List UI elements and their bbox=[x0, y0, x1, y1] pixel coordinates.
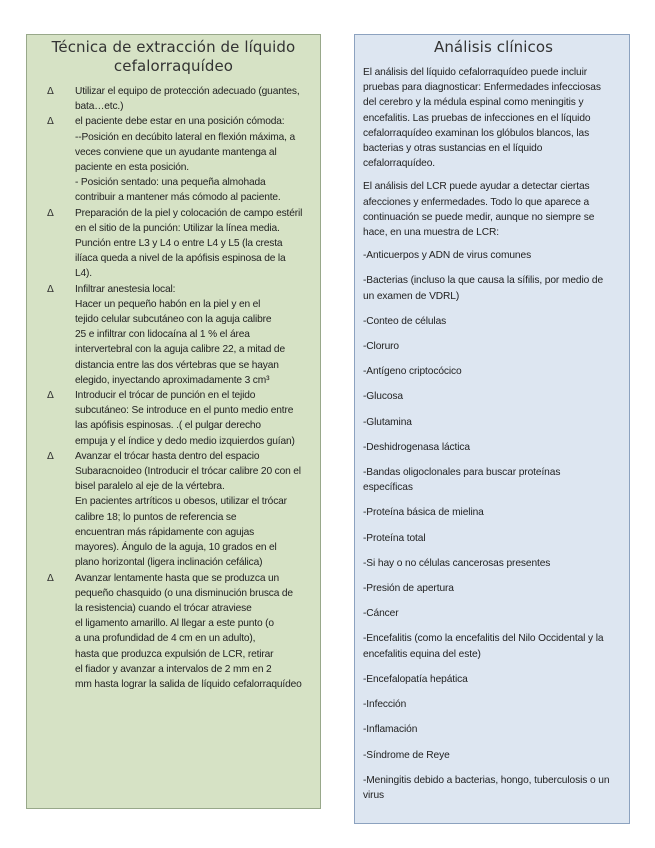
procedure-step-text: en el sitio de la punción: Utilizar la línea media. bbox=[75, 222, 280, 234]
procedure-title bbox=[33, 38, 314, 76]
analysis-list-item bbox=[363, 531, 624, 546]
procedure-step-text: Introducir el trócar de punción en el tejido bbox=[75, 390, 256, 402]
analysis-list-item bbox=[363, 364, 624, 379]
procedure-title-line: Técnica de extracción de líquido bbox=[51, 38, 296, 56]
triangle-bullet-icon: Δ bbox=[47, 283, 54, 295]
triangle-bullet-icon: Δ bbox=[47, 390, 54, 402]
analysis-list-item-text: -Inflamación bbox=[363, 724, 418, 736]
analysis-paragraph-text: El análisis del líquido cefalorraquídeo puede incluir bbox=[363, 67, 588, 78]
procedure-step-text: a una profundidad de 4 cm en un adulto), bbox=[75, 633, 256, 645]
triangle-bullet-icon: Δ bbox=[47, 450, 54, 462]
procedure-step-text: bata…etc.) bbox=[75, 101, 124, 113]
analysis-paragraph-text: cefalorraquídeo. bbox=[363, 158, 436, 170]
analysis-list-item-text: -Anticuerpos y ADN de virus comunes bbox=[363, 250, 532, 262]
analysis-list-item-text: un examen de VDRL) bbox=[363, 290, 460, 302]
procedure-step-text: la resistencia) cuando el trócar atraviese bbox=[75, 602, 252, 614]
analysis-list-item-text: -Bandas oligoclonales para buscar proteínas bbox=[363, 467, 561, 479]
analysis-list-item bbox=[363, 339, 624, 354]
procedure-title-line: cefalorraquídeo bbox=[113, 57, 234, 75]
analysis-paragraph-text: hace, en una muestra de LCR: bbox=[363, 227, 499, 239]
analysis-list-item-text: -Infección bbox=[363, 699, 407, 711]
procedure-step-text: Hacer un pequeño habón en la piel y en el bbox=[75, 298, 261, 310]
analysis-paragraph-text: bacterias y otras sustancias en el líquido bbox=[363, 143, 543, 155]
analysis-paragraph-text: del cerebro y la médula espinal como meningitis y bbox=[363, 97, 584, 109]
analysis-list-item bbox=[363, 697, 624, 712]
analysis-list-item-text: -Proteína total bbox=[363, 532, 426, 544]
analysis-list-item bbox=[363, 606, 624, 621]
analysis-list-item bbox=[363, 505, 624, 520]
procedure-step-text: Subaracnoideo (Introducir el trócar calibre 20 con el bbox=[75, 466, 301, 478]
analysis-list-item bbox=[363, 556, 624, 571]
procedure-step bbox=[33, 114, 314, 205]
procedure-step-text: pequeño chasquido (o una disminución brusca de bbox=[75, 587, 293, 599]
procedure-step-text: Utilizar el equipo de protección adecuado (guantes, bbox=[75, 86, 300, 97]
analysis-list-item-text: -Cáncer bbox=[363, 608, 399, 620]
procedure-step-text: 25 e infiltrar con lidocaína al 1 % el área bbox=[75, 329, 250, 341]
clinical-analysis-paragraphs bbox=[363, 65, 624, 240]
analysis-list-item-text: -Glucosa bbox=[363, 391, 403, 403]
procedure-step-text: Punción entre L3 y L4 o entre L4 y L5 (la cresta bbox=[75, 238, 283, 250]
analysis-paragraph-text: afecciones y enfermedades. Todo lo que aparece a bbox=[363, 196, 590, 208]
procedure-step-text: paciente en esta posición. bbox=[75, 162, 189, 174]
analysis-paragraph-text: El análisis del LCR puede ayudar a detectar ciertas bbox=[363, 181, 590, 193]
procedure-panel bbox=[26, 34, 321, 809]
procedure-step-text: hasta que produzca expulsión de LCR, retirar bbox=[75, 648, 274, 660]
analysis-list-item-text: encefalitis equina del este) bbox=[363, 648, 481, 660]
analysis-list-item-text: -Meningitis debido a bacterias, hongo, tuberculosis o un bbox=[363, 774, 610, 786]
procedure-step-text: subcutáneo: Se introduce en el punto medio entre bbox=[75, 405, 294, 417]
procedure-step-text: elegido, inyectando aproximadamente 3 cm³ bbox=[75, 374, 270, 386]
analysis-list-item-text: -Conteo de células bbox=[363, 315, 447, 327]
triangle-bullet-icon: Δ bbox=[47, 86, 54, 97]
clinical-analysis-items bbox=[363, 248, 624, 803]
analysis-list-item-text: -Si hay o no células cancerosas presentes bbox=[363, 557, 551, 569]
analysis-list-item-text: -Proteína básica de mielina bbox=[363, 507, 484, 519]
analysis-list-item bbox=[363, 273, 624, 303]
procedure-step-text: Avanzar lentamente hasta que se produzca un bbox=[75, 572, 280, 584]
procedure-step-text: --Posición en decúbito lateral en flexión máxima, a bbox=[75, 131, 295, 143]
procedure-steps-list bbox=[33, 84, 314, 692]
clinical-analysis-panel bbox=[354, 34, 630, 824]
analysis-list-item-text: -Cloruro bbox=[363, 341, 399, 353]
procedure-step-text: el paciente debe estar en una posición cómoda: bbox=[75, 116, 285, 128]
analysis-list-item-text: -Bacterias (incluso la que causa la sífilis, por medio de bbox=[363, 275, 604, 287]
analysis-list-item bbox=[363, 581, 624, 596]
analysis-list-item bbox=[363, 248, 624, 263]
analysis-list-item-text: -Antígeno criptocócico bbox=[363, 366, 462, 378]
procedure-step-text: Preparación de la piel y colocación de campo estéril bbox=[75, 207, 303, 219]
procedure-step-text: el fiador y avanzar a intervalos de 2 mm en 2 bbox=[75, 663, 272, 675]
procedure-step bbox=[33, 84, 314, 114]
procedure-step bbox=[33, 449, 314, 571]
procedure-step-text: - Posición sentado: una pequeña almohada bbox=[75, 177, 266, 189]
analysis-list-item bbox=[363, 773, 624, 803]
procedure-step-text: En pacientes artríticos u obesos, utilizar el trócar bbox=[75, 496, 287, 508]
procedure-step-text: L4). bbox=[75, 268, 92, 280]
triangle-bullet-icon: Δ bbox=[47, 572, 54, 584]
analysis-paragraph-text: encefalitis. Las pruebas de infecciones en el líquido bbox=[363, 112, 591, 124]
procedure-step-text: mayores). Ángulo de la aguja, 10 grados en el bbox=[75, 542, 277, 554]
analysis-list-item bbox=[363, 631, 624, 661]
procedure-step-text: el ligamento amarillo. Al llegar a este punto (o bbox=[75, 618, 274, 630]
procedure-step-text: contribuir a mantener más cómodo al paciente. bbox=[75, 192, 281, 204]
procedure-step-text: ilíaca queda a nivel de la apófisis espinosa de la bbox=[75, 253, 286, 265]
procedure-step bbox=[33, 388, 314, 449]
procedure-step-text: encuentran más rápidamente con agujas bbox=[75, 526, 255, 538]
procedure-step-text: plano horizontal (ligera inclinación cefálica) bbox=[75, 557, 263, 569]
analysis-list-item-text: específicas bbox=[363, 482, 413, 494]
analysis-list-item-text: -Glutamina bbox=[363, 416, 412, 428]
analysis-list-item bbox=[363, 672, 624, 687]
analysis-list-item-text: virus bbox=[363, 789, 385, 801]
procedure-step-text: Infiltrar anestesia local: bbox=[75, 283, 176, 295]
analysis-paragraph-text: pruebas para diagnosticar: Enfermedades infecciosas bbox=[363, 82, 601, 94]
procedure-step-text: veces conviene que un ayudante mantenga al bbox=[75, 146, 277, 158]
procedure-step bbox=[33, 282, 314, 388]
analysis-list-item-text: -Presión de apertura bbox=[363, 583, 454, 595]
procedure-step bbox=[33, 206, 314, 282]
analysis-list-item bbox=[363, 389, 624, 404]
procedure-step bbox=[33, 571, 314, 693]
analysis-list-item-text: -Encefalitis (como la encefalitis del Nilo Occidental y la bbox=[363, 633, 604, 645]
analysis-list-item bbox=[363, 748, 624, 763]
triangle-bullet-icon: Δ bbox=[47, 207, 54, 219]
procedure-step-text: mm hasta lograr la salida de líquido cefalorraquídeo bbox=[75, 678, 302, 690]
analysis-list-item bbox=[363, 465, 624, 495]
analysis-paragraph bbox=[363, 179, 624, 240]
analysis-paragraph-text: continuación se puede medir, aunque no siempre se bbox=[363, 211, 595, 223]
analysis-list-item-text: -Encefalopatía hepática bbox=[363, 673, 468, 685]
procedure-step-text: tejido celular subcutáneo con la aguja calibre bbox=[75, 314, 272, 326]
procedure-step-text: las apófisis espinosas. .( el pulgar derecho bbox=[75, 420, 261, 432]
analysis-list-item bbox=[363, 415, 624, 430]
analysis-list-item-text: -Deshidrogenasa láctica bbox=[363, 441, 470, 453]
procedure-step-text: bisel paralelo al eje de la vértebra. bbox=[75, 481, 225, 493]
analysis-list-item bbox=[363, 440, 624, 455]
analysis-list-item bbox=[363, 314, 624, 329]
analysis-paragraph bbox=[363, 65, 624, 171]
triangle-bullet-icon: Δ bbox=[47, 116, 54, 128]
procedure-step-text: Avanzar el trócar hasta dentro del espacio bbox=[75, 450, 260, 462]
analysis-paragraph-text: cefalorraquídeo examinan los glóbulos blancos, las bbox=[363, 127, 590, 139]
procedure-step-text: empuja y el índice y dedo medio izquierdos guían) bbox=[75, 435, 295, 447]
clinical-analysis-title: Análisis clínicos bbox=[433, 38, 554, 56]
analysis-list-item bbox=[363, 722, 624, 737]
procedure-step-text: distancia entre las dos vértebras que se hayan bbox=[75, 359, 279, 371]
analysis-list-item-text: -Síndrome de Reye bbox=[363, 749, 450, 761]
procedure-step-text: calibre 18; lo puntos de referencia se bbox=[75, 511, 237, 523]
procedure-step-text: intervertebral con la aguja calibre 22, a mitad de bbox=[75, 344, 285, 356]
